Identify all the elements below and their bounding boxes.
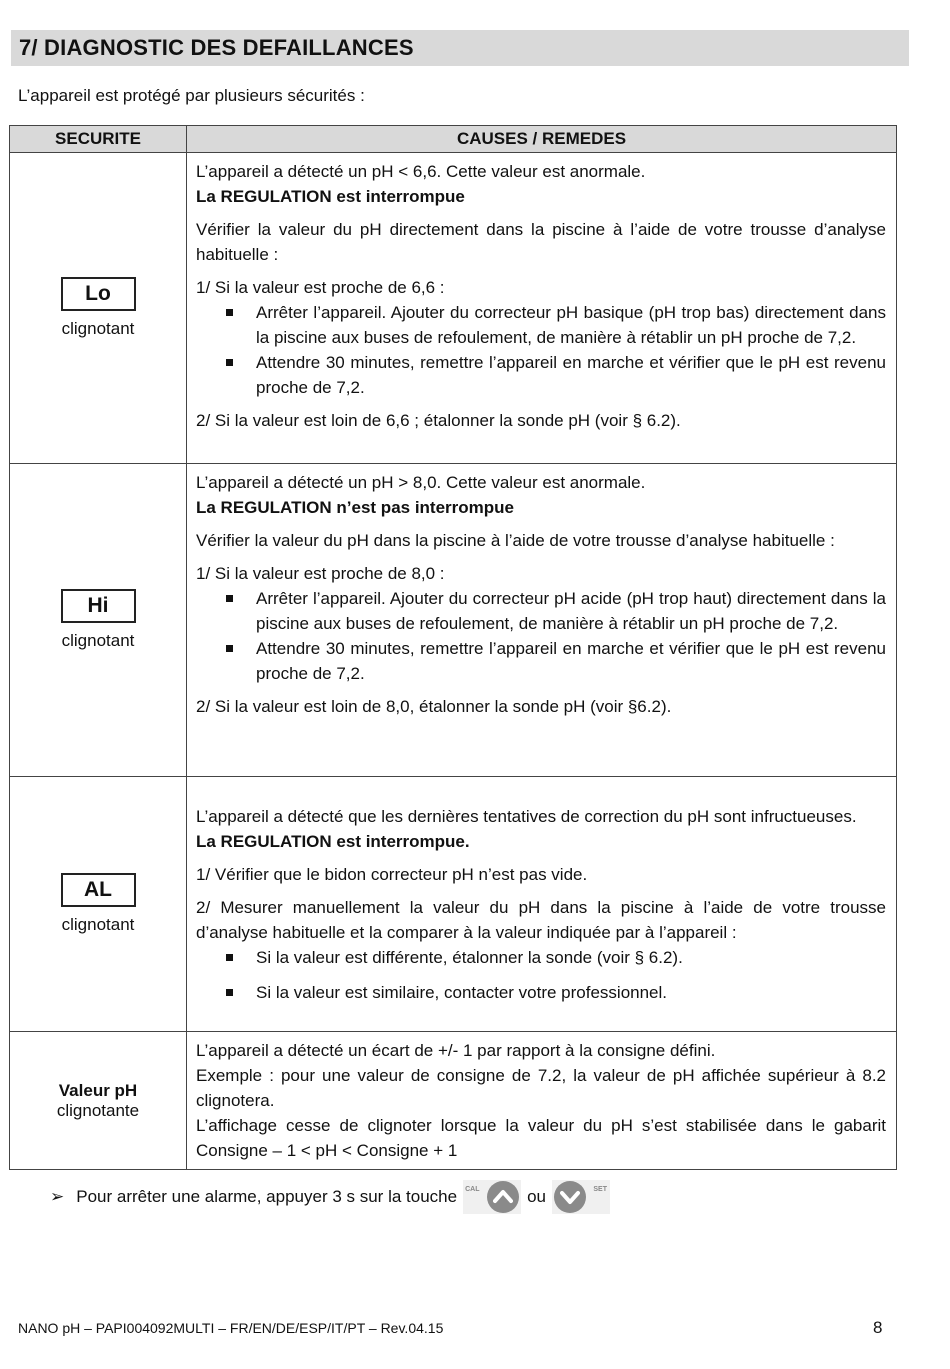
check-text: Vérifier la valeur du pH directement dans la piscine à l’aide de votre trousse d’analyse habituelle : <box>196 220 886 264</box>
table-row <box>10 464 897 777</box>
cal-tag: CAL <box>465 1186 480 1193</box>
step1-text: 1/ Si la valeur est proche de 8,0 : <box>196 564 445 583</box>
step2-text: 2/ Si la valeur est loin de 6,6 ; étalonner la sonde pH (voir § 6.2). <box>196 411 681 430</box>
remedy-text <box>196 159 886 209</box>
arrow-right-icon: ➢ <box>50 1187 65 1206</box>
bullet-list <box>196 586 886 686</box>
step1-text: 1/ Si la valeur est proche de 6,6 : <box>196 278 445 297</box>
diagnostic-table <box>9 125 897 1170</box>
header-securite: SECURITE <box>10 126 187 153</box>
up-arrow-circle <box>487 1181 519 1213</box>
list-item-text: Attendre 30 minutes, remettre l’appareil en marche et vérifier que le pH est revenu proche de 7,2. <box>256 353 886 397</box>
security-cell-valeur-ph <box>10 1032 187 1170</box>
square-bullet-icon <box>226 954 233 961</box>
security-cell-al <box>10 777 187 1032</box>
step1-text: 1/ Vérifier que le bidon correcteur pH n’est pas vide. <box>196 864 588 884</box>
detected-text: L’appareil a détecté un pH < 6,6. Cette valeur est anormale. <box>196 162 646 181</box>
remedy-cell-lo <box>187 153 897 464</box>
bullet-list <box>196 300 886 400</box>
remedy-cell-hi <box>187 464 897 777</box>
footer-doc-reference: NANO pH – PAPI004092MULTI – FR/EN/DE/ESP/IT/PT – Rev.04.15 <box>18 1320 444 1336</box>
step-block <box>196 895 886 1005</box>
note-text: Pour arrêter une alarme, appuyer 3 s sur la touche <box>76 1187 458 1206</box>
alarm-stop-note <box>50 1180 616 1214</box>
regulation-text: La REGULATION est interrompue <box>196 187 465 206</box>
security-cell-hi <box>10 464 187 777</box>
step-block <box>196 275 886 400</box>
intro-text: L’appareil est protégé par plusieurs sécurités : <box>18 86 365 105</box>
status-label: clignotant <box>61 631 135 650</box>
code-display-lo: Lo <box>61 277 136 311</box>
chevron-up-icon <box>493 1188 513 1206</box>
list-item <box>256 636 886 686</box>
status-label: clignotant <box>61 319 135 338</box>
remedy-cell-valeur-ph <box>187 1032 897 1170</box>
table-row <box>10 153 897 464</box>
step2-text: 2/ Mesurer manuellement la valeur du pH dans la piscine à l’aide de votre trousse d’analyse habituelle et la comparer à la valeur indiquée par à l’appareil : <box>196 897 886 942</box>
status-label: clignotante <box>56 1100 140 1120</box>
detected-text: L’appareil a détecté un pH > 8,0. Cette valeur est anormale. <box>196 473 646 492</box>
status-label: clignotant <box>61 915 135 934</box>
square-bullet-icon <box>226 645 233 652</box>
remedy-text <box>196 804 886 854</box>
table-row <box>10 777 897 1032</box>
step2-text: 2/ Si la valeur est loin de 8,0, étalonner la sonde pH (voir §6.2). <box>196 697 672 716</box>
example-text: Exemple : pour une valeur de consigne de 7.2, la valeur de pH affichée supérieur à 8.2 clignotera. <box>196 1066 886 1110</box>
detected-text: L’appareil a détecté un écart de +/- 1 par rapport à la consigne défini. <box>196 1041 716 1060</box>
detected-text: L’appareil a détecté que les dernières tentatives de correction du pH sont infructueuses. <box>196 806 857 826</box>
stabilization-text: L’affichage cesse de clignoter lorsque la valeur du pH s’est stabilisée dans le gabarit Consigne – 1 < pH < Consigne + 1 <box>196 1116 886 1160</box>
square-bullet-icon <box>226 595 233 602</box>
valeur-ph-label: Valeur pH <box>58 1080 138 1100</box>
square-bullet-icon <box>226 989 233 996</box>
list-item-text: Si la valeur est similaire, contacter votre professionnel. <box>256 982 668 1002</box>
remedy-text <box>196 1038 886 1163</box>
page-number: 8 <box>873 1318 883 1337</box>
table-row <box>10 1032 897 1170</box>
check-text: Vérifier la valeur du pH dans la piscine à l’aide de votre trousse d’analyse habituelle : <box>196 531 835 550</box>
remedy-cell-al <box>187 777 897 1032</box>
or-text: ou <box>527 1187 546 1206</box>
regulation-text: La REGULATION n’est pas interrompue <box>196 498 515 517</box>
list-item-text: Arrêter l’appareil. Ajouter du correcteur pH basique (pH trop bas) directement dans la piscine aux buses de refoulement, de manière à rétablir un pH proche de 7,2. <box>256 303 886 347</box>
regulation-text: La REGULATION est interrompue. <box>196 831 470 851</box>
cal-up-button-icon <box>463 1180 521 1214</box>
list-item-text: Arrêter l’appareil. Ajouter du correcteur pH acide (pH trop haut) directement dans la piscine aux buses de refoulement, de manière à rétablir un pH proche de 7,2. <box>256 589 886 633</box>
square-bullet-icon <box>226 359 233 366</box>
chevron-down-icon <box>560 1188 580 1206</box>
list-item <box>256 980 886 1005</box>
code-display-hi: Hi <box>61 589 136 623</box>
code-display-al: AL <box>61 873 136 907</box>
square-bullet-icon <box>226 309 233 316</box>
list-item-text: Si la valeur est différente, étalonner la sonde (voir § 6.2). <box>256 947 683 967</box>
header-causes-remedes: CAUSES / REMEDES <box>187 126 897 153</box>
set-down-button-icon <box>552 1180 610 1214</box>
list-item <box>256 300 886 350</box>
list-item <box>256 945 886 970</box>
list-item <box>256 586 886 636</box>
set-tag: SET <box>593 1186 607 1193</box>
down-arrow-circle <box>554 1181 586 1213</box>
bullet-list <box>196 945 886 1005</box>
list-item <box>256 350 886 400</box>
table-header-row <box>10 126 897 153</box>
remedy-text <box>196 470 886 520</box>
section-title: 7/ DIAGNOSTIC DES DEFAILLANCES <box>11 30 909 66</box>
step-block <box>196 561 886 686</box>
list-item-text: Attendre 30 minutes, remettre l’appareil en marche et vérifier que le pH est revenu proche de 7,2. <box>256 639 886 683</box>
security-cell-lo <box>10 153 187 464</box>
